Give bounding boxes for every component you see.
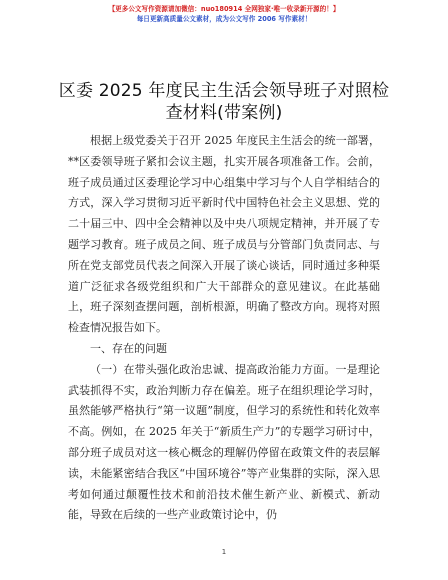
document-title: 区委 2025 年度民主生活会领导班子对照检查材料(带案例) (58, 81, 390, 123)
section-heading: 一、存在的问题 (90, 341, 167, 355)
intro-paragraph: 根据上级党委关于召开 2025 年度民主生活会的统一部署，**区委领导班子紧扣会议主题，扎实开展各项准备工作。会前，班子成员通过区委理论学习中心组集中学习与个人自学相结合的方式，深入学习贯彻习近平新时代中国特色社会主义思想、党的二十届三中、四中全会精神以及中央八项规定精神，并开展了专题学习教育。班子成员之间、班子成员与分管部门负责同志、与所在党支部党员代表之间深入开展了谈心谈话，同时通过多种渠道广泛征求各级党组织和广大干部群众的意见建议。在此基础上，班子深刻查摆问题，剖析根源，明确了整改方向。现将对照检查情况报告如下。 (68, 134, 380, 335)
promo-banner (0, 4, 448, 24)
promo-banner-line-1: 【更多公文写作资源请加微信：nuo180914 全网独家·唯一收录新开源的！】 (108, 5, 340, 13)
subsection-paragraph: （一）在带头强化政治忠诚、提高政治能力方面。一是理论武装抓得不实，政治判断力存在偏差。班子在组织理论学习时，虽然能够严格执行“第一议题”制度，但学习的系统性和转化效率不高。例如，在 2025 年关于“新质生产力”的专题学习研讨中，部分班子成员对这一核心概念的理解仍停留在政策文件的表层解读，未能紧密结合我区“中国环境谷”等产业集群的实际，深入思考如何通过颠覆性技术和前沿技术催生新产业、新模式、新动能，导致在后续的一些产业政策讨论中，仍 (68, 362, 380, 522)
page-number: 1 (221, 548, 227, 556)
promo-banner-line-2: 每日更新高质量公文素材，成为公文写作 2006 写作素材！ (136, 15, 312, 23)
document-body (68, 131, 380, 526)
